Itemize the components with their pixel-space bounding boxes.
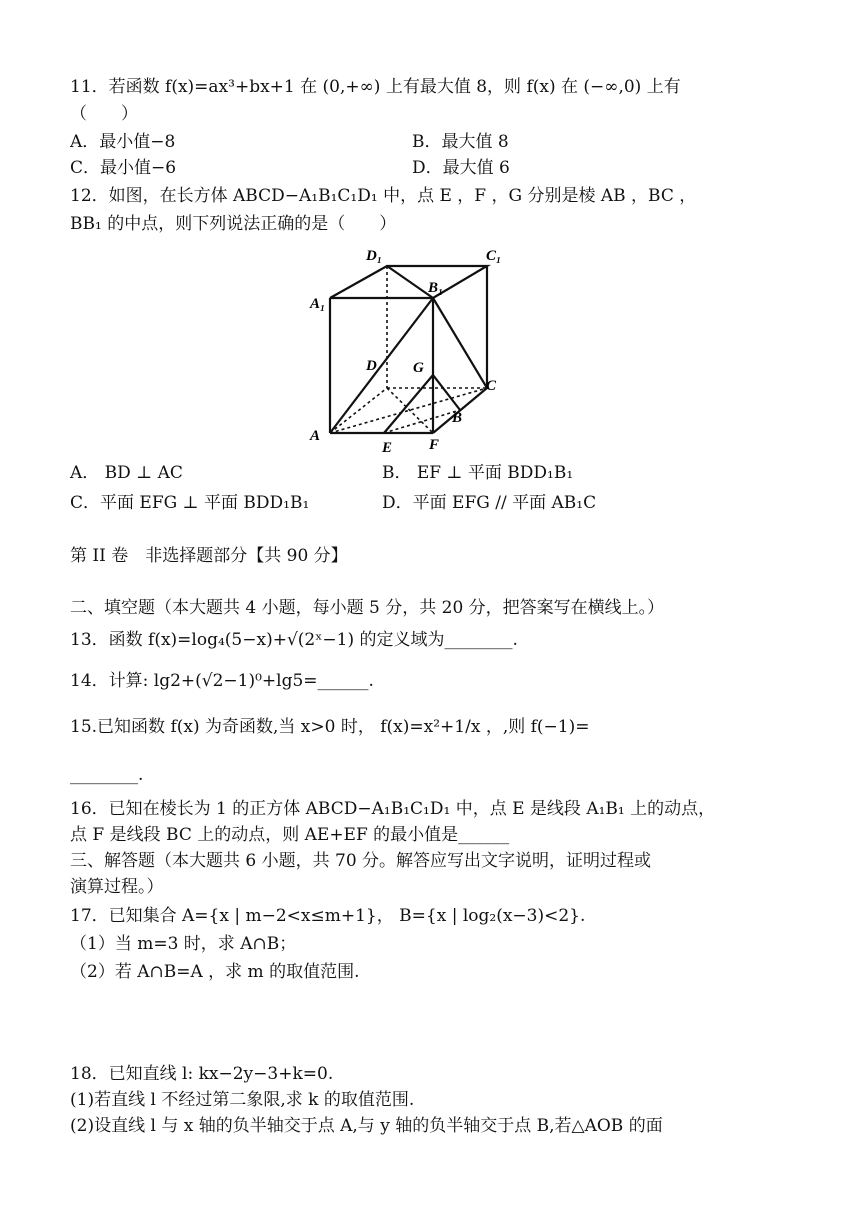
q14: 14．计算: lg2+(√2−1)⁰+lg5=______. bbox=[70, 671, 374, 691]
cuboid-figure bbox=[300, 240, 520, 455]
label-d: D bbox=[366, 358, 377, 374]
q11-stem: 11．若函数 f(x)=ax³+bx+1 在 (0,+∞) 上有最大值 8，则 f(x) 在 (−∞,0) 上有 bbox=[70, 77, 681, 97]
q11-option-b: B．最大值 8 bbox=[412, 132, 509, 152]
q11-option-c: C．最小值−6 bbox=[70, 158, 177, 178]
q16-line1: 16．已知在棱长为 1 的正方体 ABCD−A₁B₁C₁D₁ 中，点 E 是线段 A₁B₁ 上的动点， bbox=[70, 799, 716, 819]
label-b1: B₁ bbox=[428, 280, 444, 296]
q15-line2: ________. bbox=[70, 765, 144, 785]
label-f: B bbox=[452, 410, 463, 426]
section3-heading-line2: 演算过程。） bbox=[70, 877, 164, 897]
q12-stem-line1: 12．如图，在长方体 ABCD−A₁B₁C₁D₁ 中，点 E ，F ，G 分别是棱 AB ，BC ， bbox=[70, 186, 697, 206]
label-e: E bbox=[382, 440, 393, 455]
q18-part2: (2)设直线 l 与 x 轴的负半轴交于点 A,与 y 轴的负半轴交于点 B,若△AOB 的面 bbox=[70, 1116, 663, 1136]
section3-heading-line1: 三、解答题（本大题共 6 小题，共 70 分。解答应写出文字说明，证明过程或 bbox=[70, 851, 652, 871]
q12-option-d: D．平面 EFG // 平面 AB₁C bbox=[382, 493, 597, 513]
q18-stem: 18．已知直线 l: kx−2y−3+k=0. bbox=[70, 1064, 334, 1084]
q17-stem: 17．已知集合 A={x | m−2<x≤m+1}， B={x | log₂(x−3)<2}. bbox=[70, 906, 586, 926]
q11-option-a: A．最小值−8 bbox=[70, 132, 176, 152]
q12-option-a: A． BD ⊥ AC bbox=[70, 463, 183, 483]
label-a: A bbox=[310, 428, 321, 444]
q15-line1: 15.已知函数 f(x) 为奇函数,当 x>0 时， f(x)=x²+1/x ，,则 f(−1)= bbox=[70, 717, 590, 737]
q12-option-b: B． EF ⊥ 平面 BDD₁B₁ bbox=[382, 463, 574, 483]
q17-part2: （2）若 A∩B=A ，求 m 的取值范围. bbox=[70, 962, 360, 982]
q12-option-c: C．平面 EFG ⊥ 平面 BDD₁B₁ bbox=[70, 493, 310, 513]
label-d1: D₁ bbox=[366, 248, 383, 264]
label-c: C bbox=[486, 378, 497, 394]
q17-part1: （1）当 m=3 时，求 A∩B； bbox=[70, 934, 297, 954]
q13: 13．函数 f(x)=log₄(5−x)+√(2ˣ−1) 的定义域为________. bbox=[70, 630, 518, 650]
q11-option-d: D．最大值 6 bbox=[412, 158, 510, 178]
label-g: G bbox=[413, 360, 424, 376]
label-c1: C₁ bbox=[486, 248, 502, 264]
label-a1: A₁ bbox=[310, 296, 326, 312]
q16-line2: 点 F 是线段 BC 上的动点，则 AE+EF 的最小值是______ bbox=[70, 825, 510, 845]
q12-stem-line2: BB₁ 的中点，则下列说法正确的是（ ） bbox=[70, 214, 397, 234]
q18-part1: (1)若直线 l 不经过第二象限,求 k 的取值范围. bbox=[70, 1090, 415, 1110]
section2-heading: 二、填空题（本大题共 4 小题，每小题 5 分，共 20 分，把答案写在横线上。） bbox=[70, 598, 665, 618]
label-b: F bbox=[429, 437, 440, 453]
part2-title: 第 II 卷 非选择题部分【共 90 分】 bbox=[70, 546, 348, 566]
q11-blank: （ ） bbox=[70, 104, 138, 124]
